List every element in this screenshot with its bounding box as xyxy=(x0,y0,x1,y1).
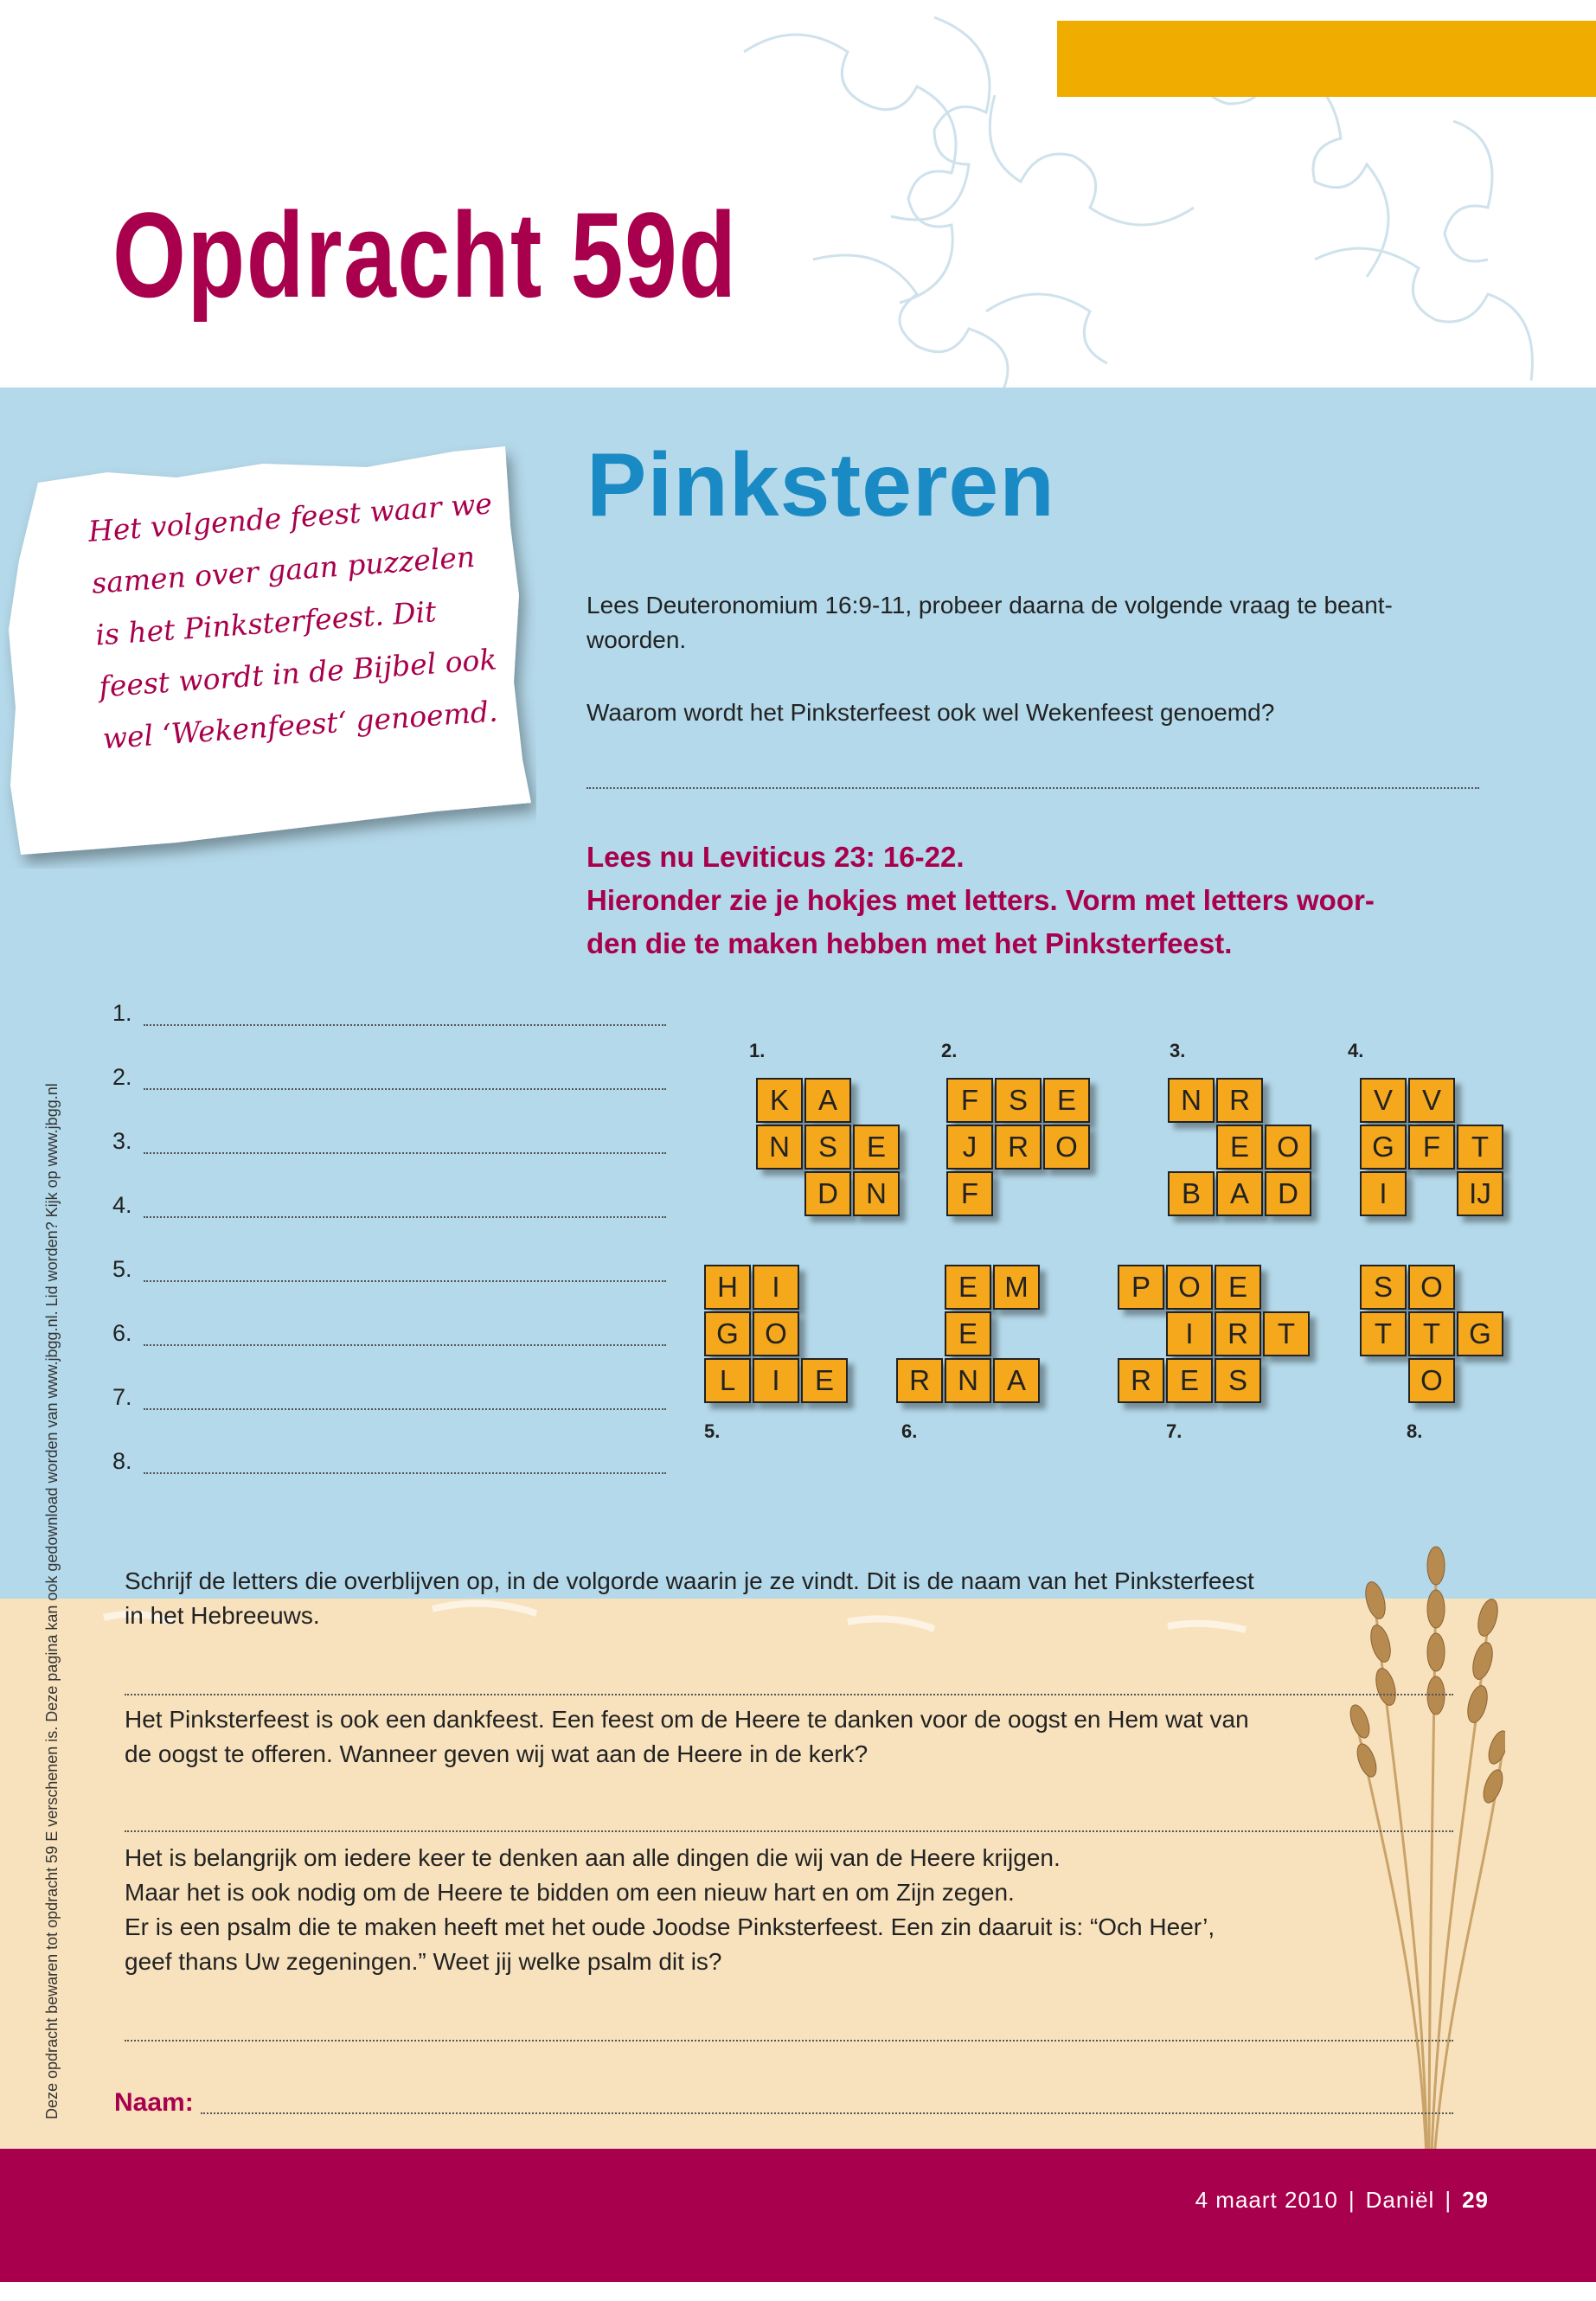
letter-tile: F xyxy=(946,1078,993,1123)
grid-label: 8. xyxy=(1407,1420,1423,1442)
letter-tile: R xyxy=(1118,1358,1164,1403)
letter-tile: I xyxy=(1360,1171,1407,1216)
letter-tile: A xyxy=(804,1078,851,1123)
footer xyxy=(1195,2187,1489,2214)
letter-tile: P xyxy=(1118,1265,1164,1310)
section-title: Pinksteren xyxy=(586,435,1055,535)
item-number: 6. xyxy=(112,1320,132,1346)
letter-tile: E xyxy=(801,1358,848,1403)
letter-tile: G xyxy=(704,1311,751,1356)
answer-line[interactable] xyxy=(144,1280,666,1282)
note-line: Het volgende feest waar we xyxy=(87,486,494,548)
paragraph-line: Het is belangrijk om iedere keer te denken aan alle dingen die wij van de Heere krijgen. xyxy=(125,1844,1061,1871)
intro-text xyxy=(586,588,1503,657)
answer-line-psalm[interactable] xyxy=(125,2040,1453,2041)
letter-tile: O xyxy=(1408,1265,1455,1310)
letter-tile: R xyxy=(995,1125,1042,1170)
item-number: 7. xyxy=(112,1384,132,1410)
letter-tile: S xyxy=(804,1125,851,1170)
letter-tile: S xyxy=(1215,1358,1261,1403)
item-number: 2. xyxy=(112,1064,132,1090)
letter-tile: E xyxy=(1166,1358,1213,1403)
question-text: Waarom wordt het Pinksterfeest ook wel Wekenfeest genoemd? xyxy=(586,699,1275,726)
letter-tile: O xyxy=(1265,1125,1311,1170)
footer-magazine: Daniël xyxy=(1365,2187,1435,2213)
list-item xyxy=(112,1377,666,1441)
paragraph-line: Het Pinksterfeest is ook een dankfeest. Een feest om de Heere te danken voor de oogst en Hem wat van xyxy=(125,1706,1249,1733)
yellow-accent-bar xyxy=(1057,21,1596,97)
list-item xyxy=(112,1121,666,1185)
page-number: 29 xyxy=(1462,2187,1489,2213)
letter-tile: K xyxy=(756,1078,803,1123)
list-item xyxy=(112,993,666,1057)
intro-line: woorden. xyxy=(586,626,687,653)
paragraph-line: geef thans Uw zegeningen.” Weet jij welke psalm dit is? xyxy=(125,1948,722,1975)
answer-line-thanks[interactable] xyxy=(125,1830,1453,1832)
letter-tile: A xyxy=(993,1358,1040,1403)
paragraph-line: de oogst te offeren. Wanneer geven wij wat aan de Heere in de kerk? xyxy=(125,1740,869,1767)
footer-separator: | xyxy=(1445,2187,1452,2213)
letter-tile: E xyxy=(1043,1078,1090,1123)
answer-line[interactable] xyxy=(144,1088,666,1090)
letter-tile: V xyxy=(1408,1078,1455,1123)
note-text xyxy=(87,475,554,766)
letter-tile: E xyxy=(1216,1125,1263,1170)
footer-bar xyxy=(0,2149,1596,2282)
letter-tile: S xyxy=(995,1078,1042,1123)
instruction-line: Hieronder zie je hokjes met letters. Vorm met letters woor- xyxy=(586,884,1375,916)
letter-tile: O xyxy=(1166,1265,1213,1310)
letter-tile: V xyxy=(1360,1078,1407,1123)
answer-line[interactable] xyxy=(144,1408,666,1410)
answer-line-hebrew[interactable] xyxy=(125,1694,1453,1695)
letter-tile: F xyxy=(946,1171,993,1216)
instruction-line: Lees nu Leviticus 23: 16-22. xyxy=(586,841,965,873)
note-line: samen over gaan puzzelen xyxy=(90,539,477,600)
paragraph-thanks xyxy=(125,1702,1379,1772)
item-number: 8. xyxy=(112,1448,132,1474)
item-number: 3. xyxy=(112,1128,132,1154)
answer-line[interactable] xyxy=(144,1216,666,1218)
paragraph-line: Maar het is ook nodig om de Heere te bidden om een nieuw hart en om Zijn zegen. xyxy=(125,1879,1015,1906)
grid-label: 1. xyxy=(749,1040,766,1061)
note-line: is het Pinksterfeest. Dit xyxy=(94,594,438,652)
letter-tile: R xyxy=(1215,1311,1261,1356)
note-line: feest wordt in de Bijbel ook xyxy=(98,642,498,704)
paragraph-line: in het Hebreeuws. xyxy=(125,1602,320,1629)
grid-label: 7. xyxy=(1166,1420,1183,1442)
letter-tile: M xyxy=(993,1265,1040,1310)
letter-tile: E xyxy=(945,1265,991,1310)
answer-line[interactable] xyxy=(144,1472,666,1474)
name-label: Naam: xyxy=(114,2088,194,2117)
letter-tile: N xyxy=(945,1358,991,1403)
list-item xyxy=(112,1441,666,1505)
letter-tile: G xyxy=(1360,1125,1407,1170)
paragraph-psalm xyxy=(125,1841,1379,1979)
answer-line[interactable] xyxy=(144,1024,666,1026)
letter-tile: H xyxy=(704,1265,751,1310)
letter-tile: R xyxy=(896,1358,943,1403)
instruction-text xyxy=(586,836,1538,965)
item-number: 5. xyxy=(112,1256,132,1282)
answer-line-question[interactable] xyxy=(586,787,1479,789)
item-number: 1. xyxy=(112,1000,132,1026)
letter-tile: I xyxy=(1166,1311,1213,1356)
list-item xyxy=(112,1185,666,1249)
note-line: wel ‘Wekenfeest‘ genoemd. xyxy=(101,694,499,756)
grid-label: 6. xyxy=(901,1420,918,1442)
letter-tile: B xyxy=(1168,1171,1215,1216)
grid-label: 3. xyxy=(1170,1040,1186,1061)
letter-tile: I xyxy=(753,1265,799,1310)
letter-tile: E xyxy=(945,1311,991,1356)
letter-tile: O xyxy=(1408,1358,1455,1403)
letter-tile: O xyxy=(753,1311,799,1356)
letter-tile: T xyxy=(1457,1125,1503,1170)
letter-tile: N xyxy=(756,1125,803,1170)
letter-tile: R xyxy=(1216,1078,1263,1123)
letter-tile: IJ xyxy=(1457,1171,1503,1216)
letter-tile: S xyxy=(1360,1265,1407,1310)
letter-tile: T xyxy=(1360,1311,1407,1356)
letter-tile: I xyxy=(753,1358,799,1403)
grid-label: 5. xyxy=(704,1420,721,1442)
answer-list xyxy=(112,993,666,1505)
grid-label: 4. xyxy=(1348,1040,1364,1061)
footer-date: 4 maart 2010 xyxy=(1195,2187,1338,2213)
page-title: Opdracht 59d xyxy=(112,187,738,323)
letter-tile: A xyxy=(1216,1171,1263,1216)
letter-tile: J xyxy=(946,1125,993,1170)
letter-tile: O xyxy=(1043,1125,1090,1170)
item-number: 4. xyxy=(112,1192,132,1218)
answer-line[interactable] xyxy=(144,1152,666,1154)
letter-tile: E xyxy=(853,1125,900,1170)
letter-tile: D xyxy=(1265,1171,1311,1216)
letter-tile: N xyxy=(853,1171,900,1216)
paragraph-hebrew xyxy=(125,1564,1379,1633)
letter-tile: N xyxy=(1168,1078,1215,1123)
instruction-line: den die te maken hebben met het Pinksterfeest. xyxy=(586,927,1233,959)
letter-tile: T xyxy=(1263,1311,1310,1356)
grid-label: 2. xyxy=(941,1040,958,1061)
side-note-vertical: Deze opdracht bewaren tot opdracht 59 E verschenen is. Deze pagina kan ook gedownload worden van www.jbgg.nl. Lid worden? Kijk op www.jbgg.nl xyxy=(43,1083,61,2119)
paragraph-line: Er is een psalm die te maken heeft met het oude Joodse Pinksterfeest. Een zin daaruit is: “Och Heer’, xyxy=(125,1913,1215,1940)
letter-tile: E xyxy=(1215,1265,1261,1310)
letter-tile: D xyxy=(804,1171,851,1216)
letter-tile: F xyxy=(1408,1125,1455,1170)
name-field[interactable] xyxy=(201,2112,1453,2114)
answer-line[interactable] xyxy=(144,1344,666,1346)
list-item xyxy=(112,1313,666,1377)
list-item xyxy=(112,1249,666,1313)
intro-line: Lees Deuteronomium 16:9-11, probeer daarna de volgende vraag te beant- xyxy=(586,592,1393,619)
letter-tile: G xyxy=(1457,1311,1503,1356)
footer-separator: | xyxy=(1348,2187,1356,2213)
paragraph-line: Schrijf de letters die overblijven op, in de volgorde waarin je ze vindt. Dit is de naam van het Pinksterfeest xyxy=(125,1567,1254,1594)
list-item xyxy=(112,1057,666,1121)
letter-tile: T xyxy=(1408,1311,1455,1356)
letter-tile: L xyxy=(704,1358,751,1403)
